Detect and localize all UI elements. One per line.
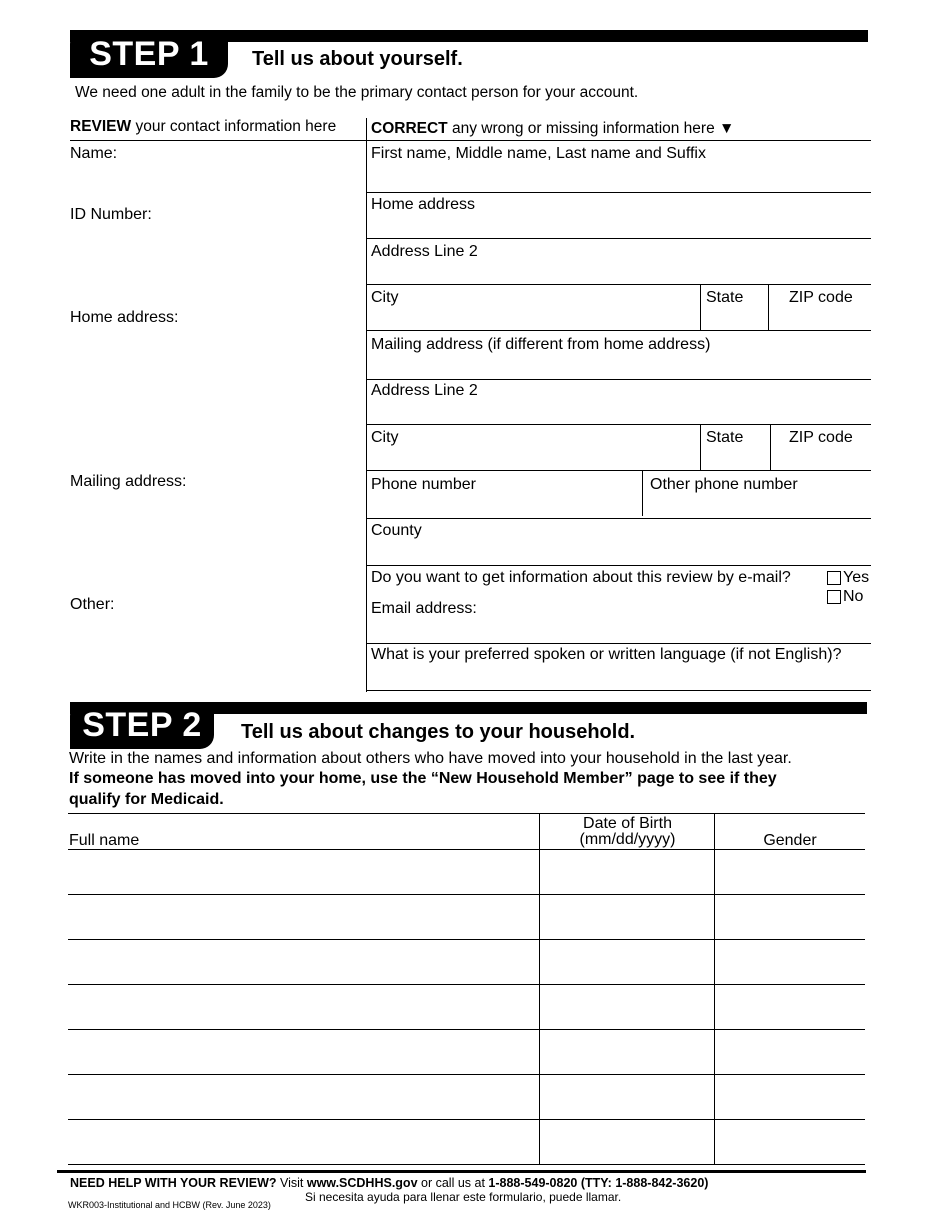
county-label: County [371,522,422,539]
step1-intro: We need one adult in the family to be the primary contact person for your account. [75,84,639,101]
footer-visit: Visit [276,1176,307,1190]
table-row [68,984,865,1029]
county-field[interactable] [371,522,869,562]
gender-cell[interactable] [715,1041,865,1071]
footer-help [70,1176,708,1190]
label-mailing-address: Mailing address: [70,473,187,490]
home-address-field[interactable] [371,196,869,236]
other-phone-label: Other phone number [650,476,798,493]
home-zip-field[interactable] [789,289,869,329]
mailing-state-field[interactable] [706,429,766,469]
row-line [366,565,871,566]
email-yes-label: Yes [843,569,870,586]
full-name-cell[interactable] [68,861,539,891]
column-header-dob-line2: (mm/dd/yyyy) [579,831,676,848]
gender-cell[interactable] [715,906,865,936]
dob-cell[interactable] [540,906,714,936]
cell-divider [700,424,701,470]
email-question: Do you want to get information about this review by e-mail? [371,569,791,586]
dob-cell[interactable] [540,951,714,981]
review-header-rest: your contact information here [131,118,337,135]
step1-badge [70,30,228,78]
full-name-cell[interactable] [68,1131,539,1161]
column-header-dob [540,816,715,848]
table-row [68,1119,865,1164]
column-divider [366,118,367,692]
email-no-option[interactable] [827,588,863,606]
row-line [366,424,871,425]
email-yes-checkbox[interactable] [827,571,841,585]
row-line [366,470,871,471]
email-no-checkbox[interactable] [827,590,841,604]
cell-divider [642,470,643,516]
column-header-dob-line1: Date of Birth [583,815,672,832]
home-zip-label: ZIP code [789,289,853,306]
full-name-cell[interactable] [68,996,539,1026]
gender-cell[interactable] [715,861,865,891]
table-row-line [68,1164,865,1165]
label-name: Name: [70,145,118,162]
footer-call: or call us at [417,1176,489,1190]
phone-field[interactable] [371,476,639,516]
gender-cell[interactable] [715,996,865,1026]
step2-title: Tell us about changes to your household. [241,721,636,743]
table-row [68,1029,865,1074]
step2-instruction-line1: If someone has moved into your home, use the “New Household Member” page to see if they [69,770,777,787]
email-address-label: Email address: [371,600,477,617]
table-row [68,849,865,894]
cell-divider [768,284,769,330]
gender-cell[interactable] [715,1086,865,1116]
home-city-field[interactable] [371,289,697,329]
full-name-cell[interactable] [68,951,539,981]
home-state-label: State [706,289,744,306]
email-yes-option[interactable] [827,569,869,587]
home-address-line2-label: Address Line 2 [371,243,478,260]
full-name-label: First name, Middle name, Last name and Suffix [371,145,706,162]
step2-badge [70,702,214,749]
mailing-address-label: Mailing address (if different from home address) [371,336,711,353]
label-home-address: Home address: [70,309,179,326]
row-line [366,518,871,519]
dob-cell[interactable] [540,1131,714,1161]
email-address-field[interactable] [371,600,811,636]
phone-label: Phone number [371,476,476,493]
cell-divider [770,424,771,470]
footer-website-link[interactable]: www.SCDHHS.gov [306,1176,418,1190]
row-line [366,238,871,239]
review-header [70,118,336,136]
email-no-label: No [843,588,864,605]
mailing-zip-field[interactable] [789,429,869,469]
dob-cell[interactable] [540,1086,714,1116]
step1-badge-text: STEP 1 [89,34,209,73]
row-line [366,192,871,193]
footer-help-bold: NEED HELP WITH YOUR REVIEW? [70,1176,277,1190]
mailing-state-label: State [706,429,744,446]
full-name-field[interactable] [371,145,869,191]
step2-intro: Write in the names and information about others who have moved into your household in the last year. [69,750,792,767]
step1-title: Tell us about yourself. [252,48,463,70]
correct-header-rest: any wrong or missing information here ▼ [447,120,735,137]
language-field[interactable] [371,646,871,688]
header-divider [70,140,871,141]
home-address-line2-field[interactable] [371,243,869,283]
table-top-line [68,813,865,814]
row-line [366,643,871,644]
table-row [68,939,865,984]
mailing-address-line2-label: Address Line 2 [371,382,478,399]
correct-header-bold: CORRECT [371,120,448,137]
footer-rule [57,1170,866,1173]
dob-cell[interactable] [540,1041,714,1071]
mailing-city-field[interactable] [371,429,697,469]
gender-cell[interactable] [715,951,865,981]
mailing-zip-label: ZIP code [789,429,853,446]
correct-header [371,120,734,138]
dob-cell[interactable] [540,861,714,891]
column-header-full-name: Full name [69,832,140,849]
full-name-cell[interactable] [68,1086,539,1116]
home-city-label: City [371,289,399,306]
gender-cell[interactable] [715,1131,865,1161]
step2-instruction-line2: qualify for Medicaid. [69,791,224,808]
row-line [366,330,871,331]
table-row [68,1074,865,1119]
mailing-address-field[interactable] [371,336,869,376]
step2-badge-text: STEP 2 [82,706,202,744]
label-other: Other: [70,596,115,613]
full-name-cell[interactable] [68,906,539,936]
other-phone-field[interactable] [650,476,869,516]
row-line [366,690,871,691]
row-line [366,284,871,285]
form-id: WKR003-Institutional and HCBW (Rev. June 2023) [68,1200,271,1210]
review-header-bold: REVIEW [70,118,132,135]
full-name-cell[interactable] [68,1041,539,1071]
footer-spanish: Si necesita ayuda para llenar este formulario, puede llamar. [305,1190,622,1204]
language-label: What is your preferred spoken or written language (if not English)? [371,646,842,663]
home-address-label: Home address [371,196,476,213]
label-id-number: ID Number: [70,206,152,223]
dob-cell[interactable] [540,996,714,1026]
footer-phone: 1-888-549-0820 (TTY: 1-888-842-3620) [488,1176,709,1190]
mailing-city-label: City [371,429,399,446]
column-header-gender: Gender [763,832,817,849]
home-state-field[interactable] [706,289,766,329]
row-line [366,379,871,380]
table-row [68,894,865,939]
mailing-address-line2-field[interactable] [371,382,869,422]
cell-divider [700,284,701,330]
